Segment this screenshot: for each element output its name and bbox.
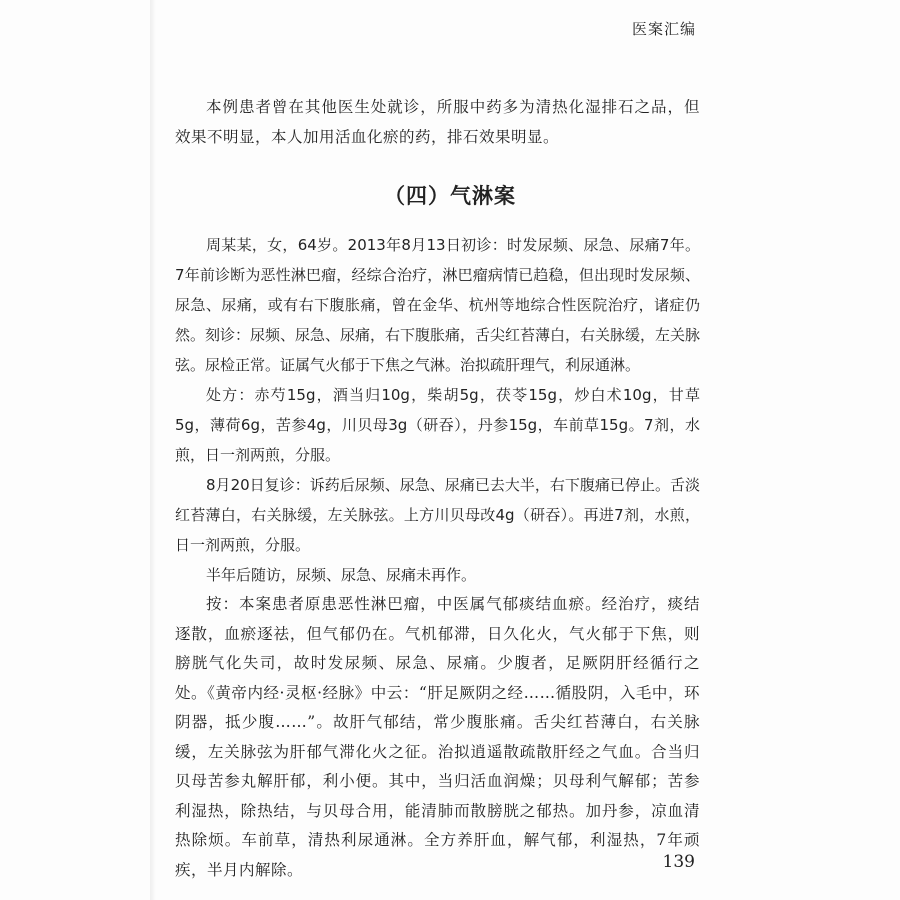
prescription-paragraph: 处方：赤芍15g，酒当归10g，柴胡5g，茯苓15g，炒白术10g，甘草5g，薄荷6g，苦参4g，川贝母3g（研吞），丹参15g，车前草15g。7剂，水煎，日一剂两煎，分服。 (175, 386, 700, 464)
commentary-paragraph: 按：本案患者原患恶性淋巴瘤，中医属气郁痰结血瘀。经治疗，痰结逐散，血瘀逐祛，但气郁仍在。气机郁滞，日久化火，气火郁于下焦，则膀胱气化失司，故时发尿频、尿急、尿痛。少腹者，足厥阴肝经循行之处。《黄帝内经·灵枢·经脉》中云：“肝足厥阴之经……循股阴，入毛中，环阴器，抵少腹……”。故肝气郁结，常少腹胀痛。舌尖红苔薄白，右关脉缓，左关脉弦为肝郁气滞化火之征。治拟逍遥散疏散肝经之气血。合当归贝母苦参丸解肝郁，利小便。其中，当归活血润燥；贝母利气解郁；苦参利湿热，除热结，与贝母合用，能清肺而散膀胱之郁热。加丹参，凉血清热除烦。车前草，清热利尿通淋。全方养肝血，解气郁，利湿热，7年顽疾，半月内解除。 (175, 595, 700, 879)
page-gutter-shadow (150, 0, 156, 900)
half-year-followup-paragraph: 半年后随访，尿频、尿急、尿痛未再作。 (206, 566, 477, 584)
page-number: 139 (662, 852, 695, 872)
running-head: 医案汇编 (631, 20, 696, 38)
intro-paragraph: 本例患者曾在其他医生处就诊，所服中药多为清热化湿排石之品，但效果不明显，本人加用活血化瘀的药，排石效果明显。 (175, 98, 700, 146)
followup-paragraph: 8月20日复诊：诉药后尿频、尿急、尿痛已去大半，右下腹痛已停止。舌淡红苔薄白，右关脉缓，左关脉弦。上方川贝母改4g（研吞）。再进7剂，水煎，日一剂两煎，分服。 (175, 476, 700, 554)
case-presentation-paragraph: 周某某，女，64岁。2013年8月13日初诊：时发尿频、尿急、尿痛7年。7年前诊断为恶性淋巴瘤，经综合治疗，淋巴瘤病情已趋稳，但出现时发尿频、尿急、尿痛，或有右下腹胀痛，曾在金华、杭州等地综合性医院治疗，诸症仍然。刻诊：尿频、尿急、尿痛，右下腹胀痛，舌尖红苔薄白，右关脉缓，左关脉弦。尿检正常。证属气火郁于下焦之气淋。治拟疏肝理气，利尿通淋。 (175, 236, 701, 374)
section-title: （四）气淋案 (384, 184, 516, 208)
